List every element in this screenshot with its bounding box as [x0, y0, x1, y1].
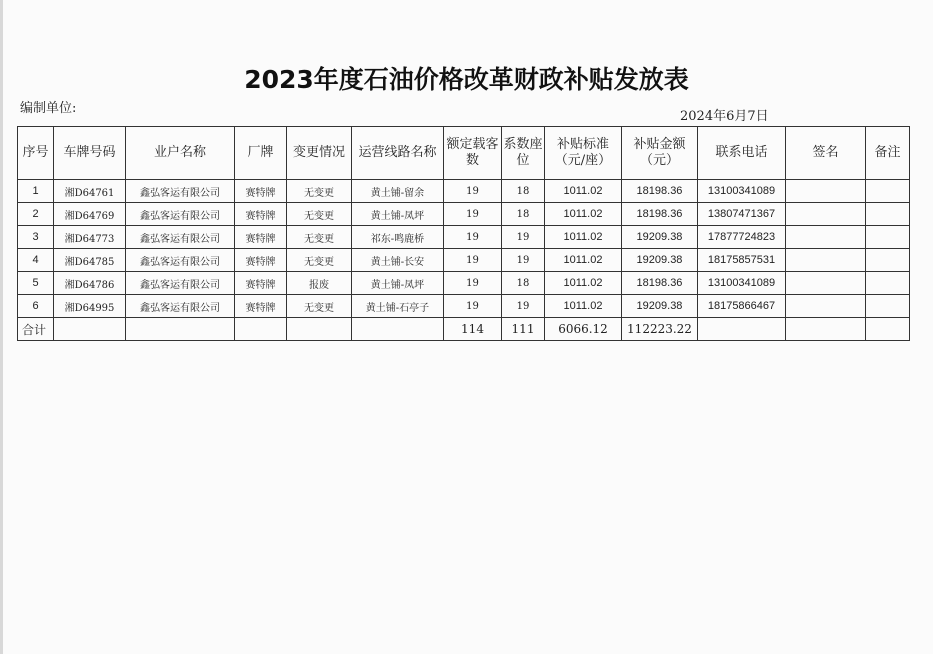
company-cell: 鑫弘客运有限公司 — [126, 226, 235, 249]
phone-cell: 17877724823 — [698, 226, 786, 249]
plate-cell: 湘D64995 — [54, 295, 126, 318]
header-cell: 厂牌 — [235, 127, 287, 180]
company-cell: 鑫弘客运有限公司 — [126, 180, 235, 203]
route-cell: 祁东-鸣鹿桥 — [352, 226, 444, 249]
change-cell: 报废 — [287, 272, 352, 295]
company-cell: 鑫弘客运有限公司 — [126, 272, 235, 295]
route-cell: 黄土铺-长安 — [352, 249, 444, 272]
coef-cell: 18 — [502, 203, 545, 226]
header-cell: 联系电话 — [698, 127, 786, 180]
seats-cell: 19 — [444, 272, 502, 295]
total-coef: 111 — [502, 318, 545, 341]
page-edge — [0, 0, 3, 654]
plate-cell: 湘D64773 — [54, 226, 126, 249]
empty-cell — [352, 318, 444, 341]
note-cell — [866, 272, 910, 295]
phone-cell: 13807471367 — [698, 203, 786, 226]
standard-cell: 1011.02 — [545, 180, 622, 203]
coef-cell: 19 — [502, 249, 545, 272]
amount-cell: 18198.36 — [622, 272, 698, 295]
change-cell: 无变更 — [287, 180, 352, 203]
note-cell — [866, 295, 910, 318]
route-cell: 黄土铺-石亭子 — [352, 295, 444, 318]
header-cell: 运营线路名称 — [352, 127, 444, 180]
header-cell: 补贴标准（元/座） — [545, 127, 622, 180]
amount-cell: 18198.36 — [622, 203, 698, 226]
empty-cell — [698, 318, 786, 341]
table-row — [18, 295, 910, 318]
row-number: 4 — [18, 249, 54, 272]
table-header-row — [18, 127, 910, 180]
route-cell: 黄土铺-留余 — [352, 180, 444, 203]
header-cell: 序号 — [18, 127, 54, 180]
standard-cell: 1011.02 — [545, 295, 622, 318]
phone-cell: 18175866467 — [698, 295, 786, 318]
table-row — [18, 249, 910, 272]
signature-cell — [786, 295, 866, 318]
note-cell — [866, 180, 910, 203]
route-cell: 黄土铺-凤坪 — [352, 272, 444, 295]
amount-cell: 19209.38 — [622, 295, 698, 318]
plate-cell: 湘D64769 — [54, 203, 126, 226]
brand-cell: 赛特牌 — [235, 249, 287, 272]
amount-cell: 18198.36 — [622, 180, 698, 203]
document-date: 2024年6月7日 — [680, 109, 769, 124]
standard-cell: 1011.02 — [545, 203, 622, 226]
table-row — [18, 272, 910, 295]
header-cell: 系数座位 — [502, 127, 545, 180]
phone-cell: 18175857531 — [698, 249, 786, 272]
signature-cell — [786, 272, 866, 295]
seats-cell: 19 — [444, 295, 502, 318]
note-cell — [866, 226, 910, 249]
amount-cell: 19209.38 — [622, 226, 698, 249]
header-cell: 备注 — [866, 127, 910, 180]
standard-cell: 1011.02 — [545, 249, 622, 272]
header-cell: 变更情况 — [287, 127, 352, 180]
row-number: 5 — [18, 272, 54, 295]
total-standard: 6066.12 — [545, 318, 622, 341]
total-amount: 112223.22 — [622, 318, 698, 341]
standard-cell: 1011.02 — [545, 226, 622, 249]
note-cell — [866, 203, 910, 226]
amount-cell: 19209.38 — [622, 249, 698, 272]
header-cell: 补贴金额（元） — [622, 127, 698, 180]
route-cell: 黄土铺-凤坪 — [352, 203, 444, 226]
seats-cell: 19 — [444, 180, 502, 203]
company-cell: 鑫弘客运有限公司 — [126, 249, 235, 272]
empty-cell — [126, 318, 235, 341]
company-cell: 鑫弘客运有限公司 — [126, 295, 235, 318]
row-number: 6 — [18, 295, 54, 318]
table-row — [18, 226, 910, 249]
change-cell: 无变更 — [287, 226, 352, 249]
standard-cell: 1011.02 — [545, 272, 622, 295]
coef-cell: 18 — [502, 272, 545, 295]
row-number: 3 — [18, 226, 54, 249]
total-row — [18, 318, 910, 341]
empty-cell — [866, 318, 910, 341]
empty-cell — [786, 318, 866, 341]
seats-cell: 19 — [444, 249, 502, 272]
header-cell: 额定载客数 — [444, 127, 502, 180]
change-cell: 无变更 — [287, 203, 352, 226]
brand-cell: 赛特牌 — [235, 272, 287, 295]
phone-cell: 13100341089 — [698, 180, 786, 203]
header-cell: 车牌号码 — [54, 127, 126, 180]
total-label: 合计 — [18, 318, 54, 341]
brand-cell: 赛特牌 — [235, 226, 287, 249]
coef-cell: 19 — [502, 226, 545, 249]
plate-cell: 湘D64761 — [54, 180, 126, 203]
plate-cell: 湘D64785 — [54, 249, 126, 272]
seats-cell: 19 — [444, 203, 502, 226]
coef-cell: 19 — [502, 295, 545, 318]
brand-cell: 赛特牌 — [235, 295, 287, 318]
header-cell: 业户名称 — [126, 127, 235, 180]
table-row — [18, 203, 910, 226]
change-cell: 无变更 — [287, 295, 352, 318]
signature-cell — [786, 203, 866, 226]
empty-cell — [54, 318, 126, 341]
seats-cell: 19 — [444, 226, 502, 249]
coef-cell: 18 — [502, 180, 545, 203]
signature-cell — [786, 249, 866, 272]
note-cell — [866, 249, 910, 272]
signature-cell — [786, 180, 866, 203]
company-cell: 鑫弘客运有限公司 — [126, 203, 235, 226]
header-cell: 签名 — [786, 127, 866, 180]
subsidy-table — [17, 126, 910, 341]
plate-cell: 湘D64786 — [54, 272, 126, 295]
table-row — [18, 180, 910, 203]
row-number: 2 — [18, 203, 54, 226]
document-title: 2023年度石油价格改革财政补贴发放表 — [244, 65, 689, 94]
phone-cell: 13100341089 — [698, 272, 786, 295]
brand-cell: 赛特牌 — [235, 203, 287, 226]
brand-cell: 赛特牌 — [235, 180, 287, 203]
row-number: 1 — [18, 180, 54, 203]
unit-label: 编制单位: — [20, 101, 77, 116]
empty-cell — [287, 318, 352, 341]
signature-cell — [786, 226, 866, 249]
total-seats: 114 — [444, 318, 502, 341]
change-cell: 无变更 — [287, 249, 352, 272]
empty-cell — [235, 318, 287, 341]
